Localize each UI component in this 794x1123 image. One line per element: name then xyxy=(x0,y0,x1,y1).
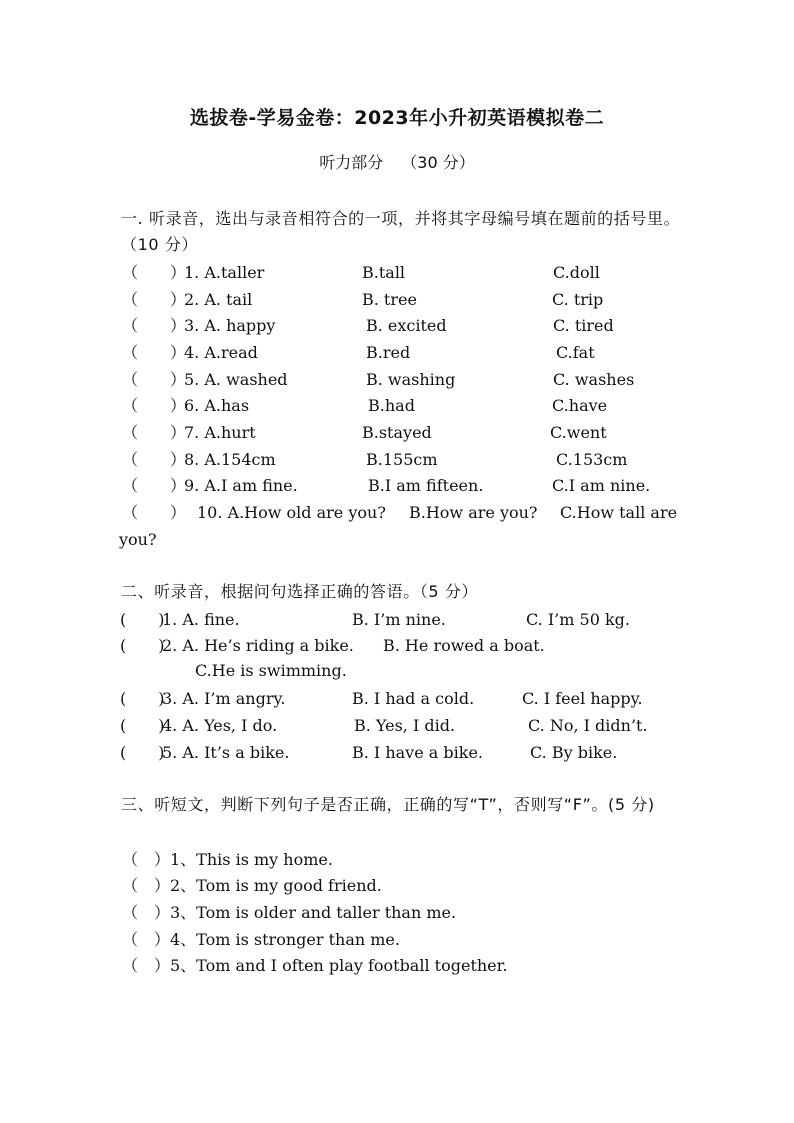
option-b: B. washing xyxy=(366,370,456,389)
answer-blank[interactable]: ( ) xyxy=(120,689,165,708)
section-3-heading: 三、听短文，判断下列句子是否正确，正确的写“T”，否则写“F”。(5 分) xyxy=(121,795,655,814)
option-a: 3. A. I’m angry. xyxy=(162,689,286,708)
option-a: 6. A.has xyxy=(184,396,250,415)
answer-blank[interactable]: （ ） xyxy=(122,263,187,282)
option-c-continued: you? xyxy=(119,530,157,549)
statement-text: 5、Tom and I often play football together. xyxy=(170,956,508,975)
listening-subtitle xyxy=(0,150,794,173)
answer-blank[interactable]: （ ） xyxy=(122,316,187,335)
statement-text: 1、This is my home. xyxy=(170,850,333,869)
option-a: 8. A.154cm xyxy=(184,450,276,469)
option-c-continued: C.He is swimming. xyxy=(195,661,347,680)
statement-text: 3、Tom is older and taller than me. xyxy=(170,903,457,922)
option-b: B.155cm xyxy=(366,450,438,469)
answer-blank[interactable]: （ ） xyxy=(122,876,171,895)
option-c: C. tired xyxy=(553,316,614,335)
option-a: 7. A.hurt xyxy=(184,423,256,442)
option-c: C. trip xyxy=(552,290,604,309)
option-a: 10. A.How old are you? xyxy=(197,503,386,522)
answer-blank[interactable]: ( ) xyxy=(120,743,165,762)
option-c: C.153cm xyxy=(556,450,628,469)
option-b: B.red xyxy=(366,343,411,362)
statement-text: 2、Tom is my good friend. xyxy=(170,876,382,895)
option-c: C. washes xyxy=(553,370,635,389)
option-c: C. No, I didn’t. xyxy=(528,716,648,735)
option-c: C. By bike. xyxy=(530,743,618,762)
option-b: B.How are you? xyxy=(409,503,538,522)
section-1-heading: 一. 听录音，选出与录音相符合的一项，并将其字母编号填在题前的括号里。（10 分） xyxy=(121,209,681,254)
option-c: C.fat xyxy=(556,343,595,362)
answer-blank[interactable]: ( ) xyxy=(120,636,165,655)
answer-blank[interactable]: （ ） xyxy=(122,956,171,975)
option-a: 3. A. happy xyxy=(184,316,276,335)
answer-blank[interactable]: （ ） xyxy=(122,423,187,442)
answer-blank[interactable]: （ ） xyxy=(122,396,187,415)
subtitle-part: 听力部分 xyxy=(319,153,384,172)
answer-blank[interactable]: （ ） xyxy=(122,503,187,522)
option-b: B. excited xyxy=(366,316,447,335)
option-b: B. I have a bike. xyxy=(352,743,484,762)
answer-blank[interactable]: （ ） xyxy=(122,450,187,469)
option-a: 4. A. Yes, I do. xyxy=(162,716,278,735)
answer-blank[interactable]: （ ） xyxy=(122,343,187,362)
answer-blank[interactable]: ( ) xyxy=(120,610,165,629)
option-b: B. I’m nine. xyxy=(352,610,446,629)
option-a: 9. A.I am fine. xyxy=(184,476,298,495)
option-b: B. tree xyxy=(362,290,417,309)
section-2-heading: 二、听录音，根据问句选择正确的答语。（5 分） xyxy=(121,582,479,601)
option-b: B.stayed xyxy=(362,423,432,442)
option-c: C.I am nine. xyxy=(552,476,651,495)
option-b: B.had xyxy=(368,396,415,415)
statement-text: 4、Tom is stronger than me. xyxy=(170,930,400,949)
option-a: 2. A. He’s riding a bike. xyxy=(162,636,354,655)
option-a: 5. A. washed xyxy=(184,370,288,389)
answer-blank[interactable]: ( ) xyxy=(120,716,165,735)
option-c: C.have xyxy=(552,396,608,415)
option-c: C.How tall are xyxy=(560,503,678,522)
option-c: C.doll xyxy=(553,263,600,282)
subtitle-score: （30 分） xyxy=(401,153,475,172)
page-title: 选拔卷-学易金卷：2023年小升初英语模拟卷二 xyxy=(189,107,605,129)
option-c: C.went xyxy=(550,423,607,442)
option-a: 4. A.read xyxy=(184,343,258,362)
option-b: B. Yes, I did. xyxy=(354,716,456,735)
option-b: B. He rowed a boat. xyxy=(383,636,545,655)
answer-blank[interactable]: （ ） xyxy=(122,476,187,495)
option-a: 1. A.taller xyxy=(184,263,265,282)
option-b: B.I am fifteen. xyxy=(368,476,484,495)
answer-blank[interactable]: （ ） xyxy=(122,290,187,309)
option-a: 1. A. fine. xyxy=(162,610,240,629)
answer-blank[interactable]: （ ） xyxy=(122,903,171,922)
answer-blank[interactable]: （ ） xyxy=(122,850,171,869)
option-a: 5. A. It’s a bike. xyxy=(162,743,290,762)
option-c: C. I’m 50 kg. xyxy=(526,610,630,629)
option-c: C. I feel happy. xyxy=(522,689,643,708)
option-a: 2. A. tail xyxy=(184,290,253,309)
option-b: B. I had a cold. xyxy=(352,689,475,708)
option-b: B.tall xyxy=(362,263,406,282)
answer-blank[interactable]: （ ） xyxy=(122,930,171,949)
answer-blank[interactable]: （ ） xyxy=(122,370,187,389)
